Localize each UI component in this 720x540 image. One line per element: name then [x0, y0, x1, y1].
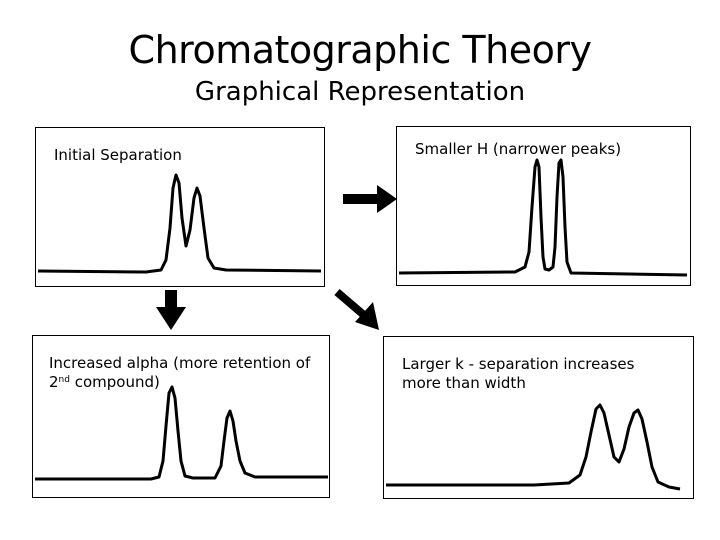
- down-arrow: [154, 290, 188, 332]
- panel-label-initial: Initial Separation: [54, 146, 182, 164]
- trace-alpha: [35, 387, 328, 479]
- panel-smaller-h: [396, 126, 691, 286]
- panel-initial-separation: [35, 127, 325, 287]
- chromatogram-smaller-h: [397, 127, 692, 287]
- page-subtitle: Graphical Representation: [194, 77, 526, 107]
- trace-initial: [38, 175, 321, 272]
- trace-larger-k: [386, 405, 680, 489]
- chromatogram-larger-k: [384, 337, 695, 500]
- diagonal-arrow: [333, 288, 383, 334]
- trace-smaller-h: [399, 160, 687, 275]
- panel-label-larger-k: Larger k - separation increases more than width: [402, 355, 635, 392]
- chromatogram-initial: [36, 128, 326, 288]
- panel-label-smaller-h: Smaller H (narrower peaks): [415, 140, 622, 158]
- alpha-label-main: Increased alpha (more retention of 2: [49, 354, 311, 391]
- alpha-label-end: compound): [69, 373, 160, 391]
- panel-increased-alpha: [32, 335, 330, 498]
- chromatogram-alpha: [33, 336, 331, 499]
- right-arrow: [343, 183, 399, 215]
- alpha-label-superscript: nd: [58, 375, 70, 385]
- panel-larger-k: [383, 336, 694, 499]
- page-title: Chromatographic Theory: [128, 28, 592, 72]
